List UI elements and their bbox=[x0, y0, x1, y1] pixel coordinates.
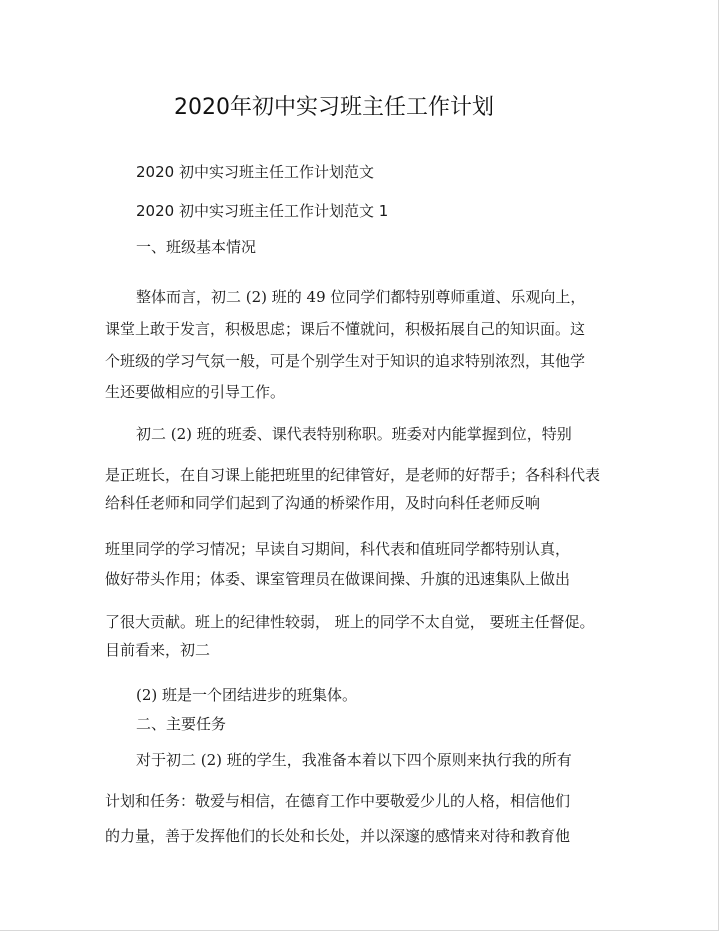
paragraph-line: 班里同学的学习情况；早读自习期间，科代表和值班同学都特别认真， bbox=[105, 540, 571, 558]
paragraph-line: 课堂上敢于发言，积极思虑；课后不懂就问，积极拓展自己的知识面。这 bbox=[105, 320, 586, 338]
paragraph-line: 整体而言，初二 (2) 班的 49 位同学们都特别尊师重道、乐观向上， bbox=[136, 288, 586, 306]
paragraph-line: 给科任老师和同学们起到了沟通的桥梁作用，及时向科任老师反响 bbox=[105, 494, 541, 512]
paragraph-line: 初二 (2) 班的班委、课代表特别称职。班委对内能掌握到位，特别 bbox=[136, 425, 572, 443]
paragraph-line: 生还要做相应的引导工作。 bbox=[105, 383, 286, 401]
paragraph-line: 做好带头作用；体委、课室管理员在做课间操、升旗的迅速集队上做出 bbox=[105, 570, 571, 588]
paragraph-line: 对于初二 (2) 班的学生，我准备本着以下四个原则来执行我的所有 bbox=[136, 751, 572, 769]
paragraph-line: 了很大贡献。班上的纪律性较弱， 班上的同学不太自觉， 要班主任督促。 bbox=[105, 613, 595, 631]
section-heading-main-tasks: 二、主要任务 bbox=[136, 715, 227, 733]
paragraph-line: 是正班长，在自习课上能把班里的纪律管好，是老师的好帮手；各科科代表 bbox=[105, 466, 601, 484]
paragraph-line: 目前看来，初二 bbox=[105, 641, 211, 659]
paragraph-line: 的力量，善于发挥他们的长处和长处，并以深邃的感情来对待和教育他 bbox=[105, 827, 571, 845]
paragraph-line: 计划和任务：敬爱与相信，在德育工作中要敬爱少儿的人格，相信他们 bbox=[105, 792, 571, 810]
document-title: 2020年初中实习班主任工作计划 bbox=[174, 95, 494, 120]
paragraph-line: 个班级的学习气氛一般，可是个别学生对于知识的追求特别浓烈，其他学 bbox=[105, 352, 586, 370]
section-heading-plan: 2020 初中实习班主任工作计划范文 1 bbox=[136, 202, 389, 220]
section-heading-class-info: 一、班级基本情况 bbox=[136, 238, 257, 256]
paragraph-line: (2) 班是一个团结进步的班集体。 bbox=[136, 686, 358, 704]
subtitle-line: 2020 初中实习班主任工作计划范文 bbox=[136, 163, 374, 181]
